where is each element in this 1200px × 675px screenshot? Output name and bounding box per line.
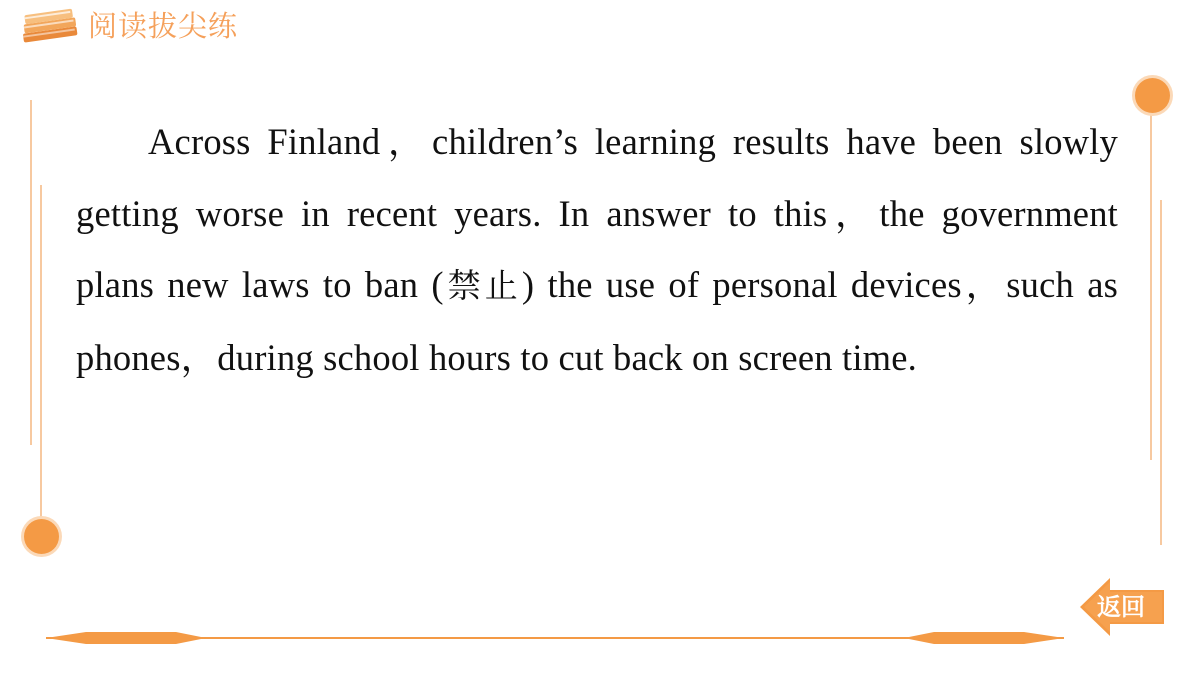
right-frame-dot: [1135, 78, 1170, 113]
bottom-decorative-bar: [46, 628, 1064, 648]
left-frame-dot: [24, 519, 59, 554]
page-title: 阅读拔尖练: [88, 9, 239, 43]
return-label: 返回: [1097, 593, 1145, 621]
passage-text-after-term: ) the use of personal devices，such as phones，during school hours to cut back on screen time.: [76, 264, 1118, 378]
passage-text-before-term: Across Finland，children’s learning results have been slowly getting worse in recent years. In answer to this，the government plans new laws to ban (: [76, 121, 1118, 305]
return-button[interactable]: [1080, 578, 1164, 636]
right-frame-line-outer: [1150, 115, 1152, 460]
header-book-icon: [16, 4, 82, 48]
reading-passage: [76, 106, 1118, 393]
left-frame-line-outer: [30, 100, 32, 445]
term-translation: 禁止: [443, 266, 522, 305]
right-frame-line-inner: [1160, 200, 1162, 545]
left-frame-line-inner: [40, 185, 42, 520]
